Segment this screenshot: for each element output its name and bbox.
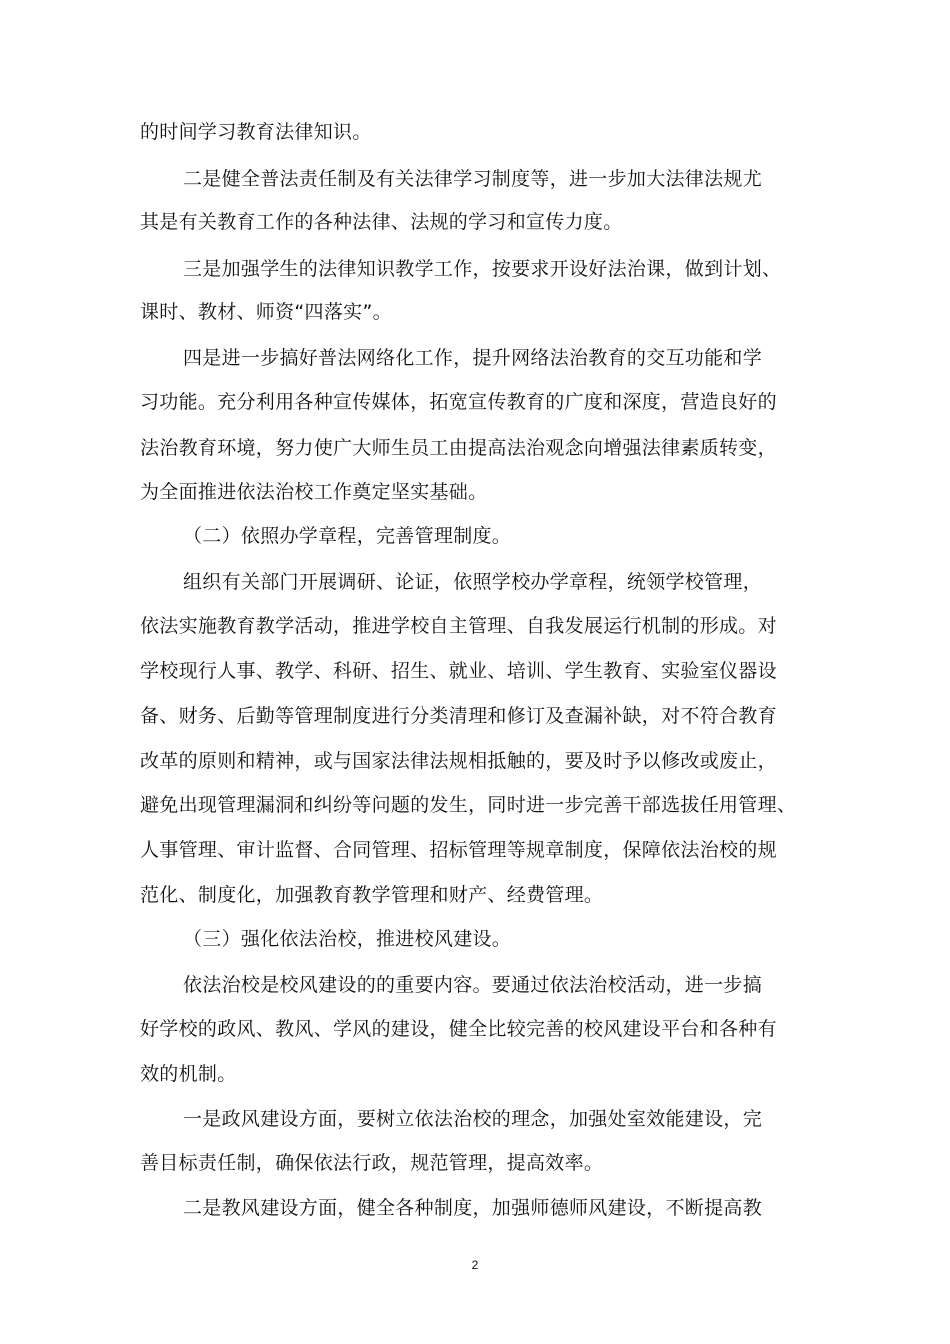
text-line: 课时、教材、师资“四落实”。 xyxy=(140,301,392,323)
text-line: 三是加强学生的法律知识教学工作，按要求开设好法治课，做到计划、 xyxy=(183,258,782,280)
text-line: 二是健全普法责任制及有关法律学习制度等，进一步加大法律法规尤 xyxy=(183,168,763,190)
text-line: 依法实施教育教学活动，推进学校自主管理、自我发展运行机制的形成。对 xyxy=(140,615,777,637)
text-line: 改革的原则和精神，或与国家法律法规相抵触的，要及时予以修改或废止， xyxy=(140,750,777,772)
text-line: 避免出现管理漏洞和纠纷等问题的发生，同时进一步完善干部选拔任用管理、 xyxy=(140,794,797,816)
text-line: 人事管理、审计监督、合同管理、招标管理等规章制度，保障依法治校的规 xyxy=(140,839,777,861)
text-line: 学校现行人事、教学、科研、招生、就业、培训、学生教育、实验室仪器设 xyxy=(140,660,777,682)
section-heading: （二）依照办学章程，完善管理制度。 xyxy=(183,525,512,547)
page-number: 2 xyxy=(471,1258,479,1272)
text-line: 好学校的政风、教风、学风的建设，健全比较完善的校风建设平台和各种有 xyxy=(140,1018,777,1040)
text-line: 范化、制度化，加强教育教学管理和财产、经费管理。 xyxy=(140,884,604,906)
text-line: 备、财务、后勤等管理制度进行分类清理和修订及查漏补缺，对不符合教育 xyxy=(140,705,777,727)
text-line: 依法治校是校风建设的的重要内容。要通过依法治校活动，进一步搞 xyxy=(183,974,763,996)
section-heading: （三）强化依法治校，推进校风建设。 xyxy=(183,928,512,950)
text-line: 法治教育环境，努力使广大师生员工由提高法治观念向增强法律素质转变， xyxy=(140,437,777,459)
text-line: 习功能。充分利用各种宣传媒体，拓宽宣传教育的广度和深度，营造良好的 xyxy=(140,391,777,413)
text-line: 的时间学习教育法律知识。 xyxy=(140,121,372,143)
text-line: 效的机制。 xyxy=(140,1063,237,1085)
text-line: 其是有关教育工作的各种法律、法规的学习和宣传力度。 xyxy=(140,211,623,233)
text-line: 四是进一步搞好普法网络化工作，提升网络法治教育的交互功能和学 xyxy=(183,347,763,369)
text-line: 一是政风建设方面，要树立依法治校的理念，加强处室效能建设，完 xyxy=(183,1108,763,1130)
text-line: 二是教风建设方面，健全各种制度，加强师德师风建设，不断提高教 xyxy=(183,1197,763,1219)
text-line: 为全面推进依法治校工作奠定坚实基础。 xyxy=(140,481,488,503)
text-line: 组织有关部门开展调研、论证，依照学校办学章程，统领学校管理， xyxy=(183,571,763,593)
text-line: 善目标责任制，确保依法行政，规范管理，提高效率。 xyxy=(140,1152,604,1174)
